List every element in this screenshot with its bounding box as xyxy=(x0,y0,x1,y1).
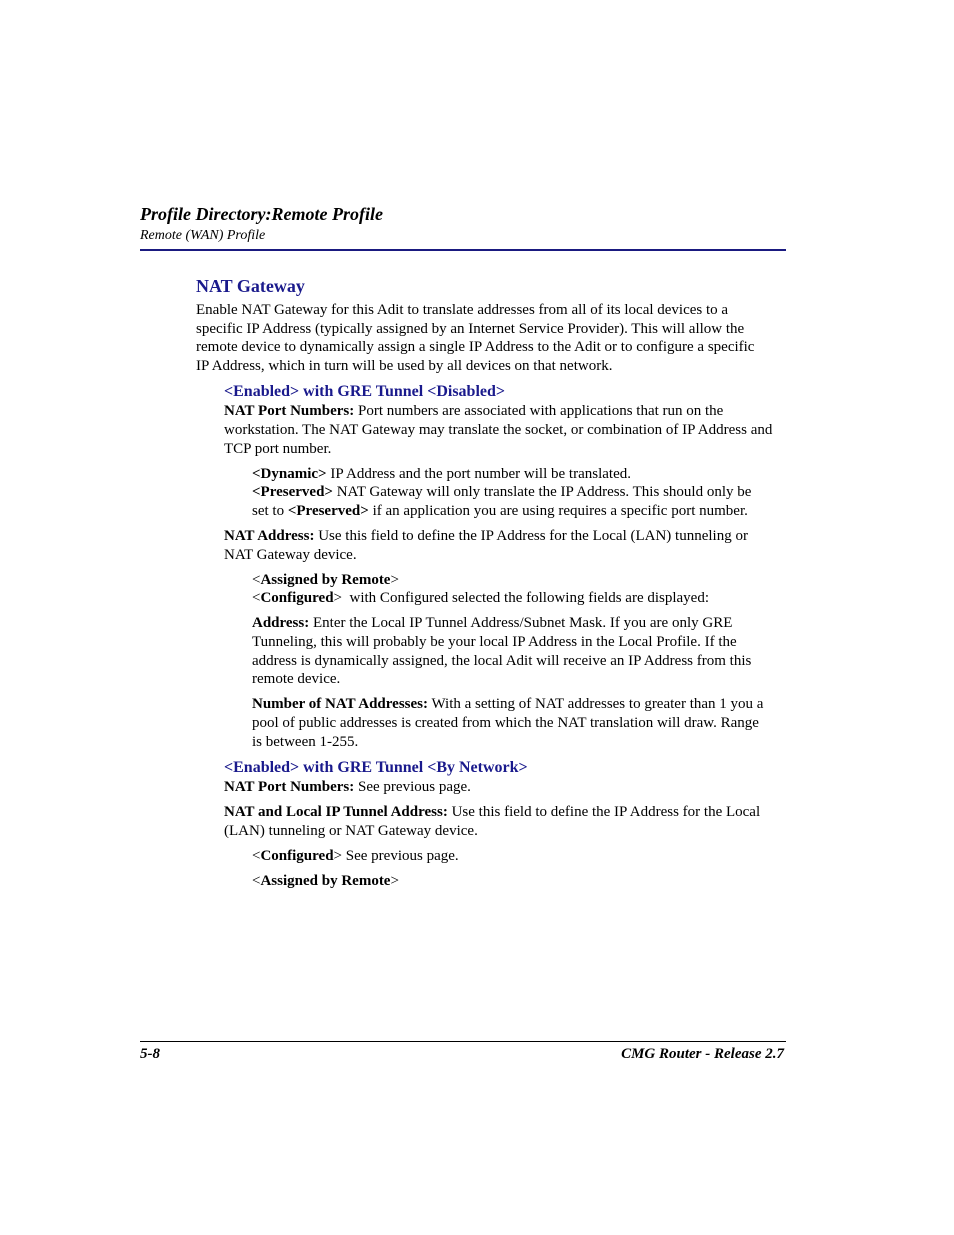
header-rule xyxy=(140,249,786,251)
number-of-nat-line-2: pool of public addresses is created from which the NAT translation will draw. Range xyxy=(252,715,759,731)
assigned-by-remote-option: <Assigned by Remote> xyxy=(252,572,399,588)
address-line-2: Tunneling, this will probably be your local IP Address in the Local Profile. If the xyxy=(252,634,737,650)
number-of-nat-line-3: is between 1-255. xyxy=(252,734,359,750)
assigned-by-remote-label: Assigned by Remote xyxy=(260,572,391,588)
number-of-nat-line-1 xyxy=(252,696,763,713)
preserved-line2-post: if an application you are using requires a specific port number. xyxy=(368,503,748,519)
document-title: CMG Router - Release 2.7 xyxy=(621,1046,784,1062)
preserved-option xyxy=(252,484,751,501)
page-header-title: Profile Directory:Remote Profile xyxy=(140,204,383,224)
intro-line-3: remote device to dynamically assign a single IP Address to the Adit or to configure a specific xyxy=(196,339,755,355)
bn-configured-text: See previous page. xyxy=(342,848,459,864)
address-line-4: remote device. xyxy=(252,671,341,687)
address-line-1 xyxy=(252,615,732,632)
nat-port-numbers-line-3: TCP port number. xyxy=(224,441,332,457)
intro-line-1: Enable NAT Gateway for this Adit to translate addresses from all of its local devices to a xyxy=(196,302,729,318)
nat-local-ip-line-1 xyxy=(224,804,760,821)
address-label: Address: xyxy=(252,615,310,631)
nat-port-numbers-line-1 xyxy=(224,403,723,420)
preserved-option-line-2 xyxy=(252,503,748,520)
bn-assigned-by-remote-option: <Assigned by Remote> xyxy=(252,873,399,889)
bn-configured-label: Configured xyxy=(260,848,334,864)
dynamic-option xyxy=(252,466,631,483)
nat-address-line-1 xyxy=(224,528,748,545)
bn-nat-port-numbers-text: See previous page. xyxy=(354,779,471,795)
footer-rule xyxy=(140,1041,786,1042)
configured-text: with Configured selected the following fields are displayed: xyxy=(342,590,710,606)
subsection-heading-disabled: <Enabled> with GRE Tunnel <Disabled> xyxy=(224,383,506,400)
configured-label: Configured xyxy=(260,590,334,606)
configured-option: <Configured> with Configured selected the following fields are displayed: xyxy=(252,590,710,606)
preserved-label: <Preserved> xyxy=(252,484,333,500)
nat-address-text: Use this field to define the IP Address for the Local (LAN) tunneling or xyxy=(314,528,748,544)
page-header-subtitle: Remote (WAN) Profile xyxy=(140,228,266,243)
nat-local-ip-line-2: (LAN) tunneling or NAT Gateway device. xyxy=(224,823,478,839)
preserved-line2-pre: set to xyxy=(252,503,288,519)
address-text: Enter the Local IP Tunnel Address/Subnet Mask. If you are only GRE xyxy=(309,615,733,631)
nat-port-numbers-text: Port numbers are associated with applications that run on the xyxy=(354,403,724,419)
number-of-nat-label: Number of NAT Addresses: xyxy=(252,696,428,712)
intro-line-2: specific IP Address (typically assigned by an Internet Service Provider). This will allow the xyxy=(196,321,745,337)
dynamic-label: <Dynamic> xyxy=(252,466,327,482)
subsection-heading-by-network: <Enabled> with GRE Tunnel <By Network> xyxy=(224,759,528,776)
dynamic-text: IP Address and the port number will be translated. xyxy=(326,466,631,482)
bn-nat-port-numbers-label: NAT Port Numbers: xyxy=(224,779,355,795)
nat-port-numbers-label: NAT Port Numbers: xyxy=(224,403,355,419)
nat-port-numbers-line-2: workstation. The NAT Gateway may translate the socket, or combination of IP Address and xyxy=(224,422,773,438)
page-number: 5-8 xyxy=(140,1046,160,1062)
nat-address-line-2: NAT Gateway device. xyxy=(224,547,357,563)
nat-local-ip-text: Use this field to define the IP Address for the Local xyxy=(447,804,761,820)
nat-local-ip-label: NAT and Local IP Tunnel Address: xyxy=(224,804,448,820)
preserved-line2-label: <Preserved> xyxy=(287,503,369,519)
nat-address-label: NAT Address: xyxy=(224,528,315,544)
bn-nat-port-numbers xyxy=(224,779,471,796)
address-line-3: address is dynamically assigned, the local Adit will receive an IP Address from this xyxy=(252,653,752,669)
intro-line-4: IP Address, which in turn will be used by all devices on that network. xyxy=(196,358,613,374)
bn-configured-option: <Configured> See previous page. xyxy=(252,848,459,864)
bn-assigned-by-remote-label: Assigned by Remote xyxy=(260,873,391,889)
number-of-nat-text: With a setting of NAT addresses to greater than 1 you a xyxy=(428,696,764,712)
section-title: NAT Gateway xyxy=(196,276,305,296)
preserved-text: NAT Gateway will only translate the IP Address. This should only be xyxy=(332,484,752,500)
